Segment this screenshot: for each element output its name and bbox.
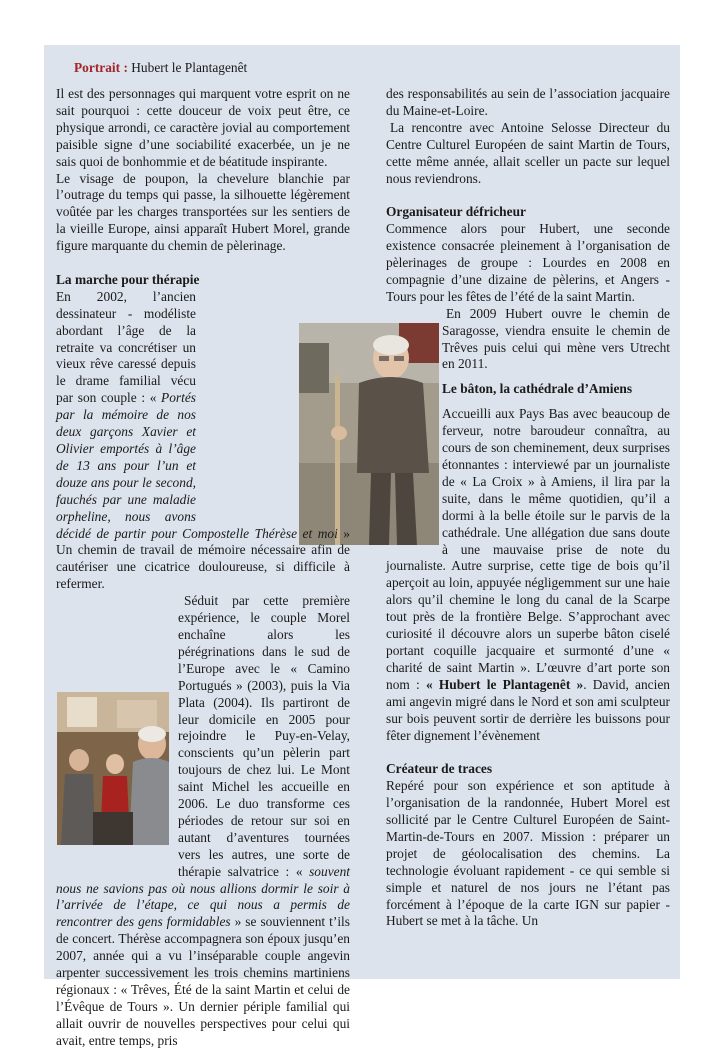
baton-p1-text: Accueilli aux Pays Bas avec beaucoup de ferveur, notre baroudeur connaîtra, au cours de son cheminement, deux surprises étonnantes : interviewé par un journaliste de « La Croix » à Amiens, il lira par la suite, dans le même quotidien, qu’il a dormi à la belle étoile sur le parvis de la cathédrale. Une allégation due sans doute à une mauvaise prise de note du journaliste. Autre surprise, cette tige de bois qu’il aperçoit au loin, appuyée négligemment sur une haie alors qu’il chemine le long du canal de la Scarpe tout près de la frontière Belge. S’approchant avec curiosité il découvre alors un superbe bâton ciselé portant coquille jacquaire et surmonté d’une « charité de saint Martin ». L’œuvre d’art porte son nom : [386,406,670,692]
orga-p2-text: En 2009 Hubert ouvre le chemin de Saragosse, viendra ensuite le chemin de Trêves puis celui qui mène vers Utrecht en 2011. [442,305,670,372]
intro-paragraph-2: Le visage de poupon, la chevelure blanchie par l’outrage du temps qui passe, la silhouette légèrement voûtée par les charges transportées sur les sentiers de la vieille Europe, ainsi apparaît Hubert Morel, grande figure marquante du chemin de pèlerinage. [56,170,350,254]
photo-wrap-spacer-right [386,323,442,546]
marche-p1-quote: Portés par la mémoire de nos deux garçons Xavier et Olivier emportés à l’âge de 13 ans pour l’un et douze ans pour le second, fauchés par une maladie orpheline, nous avons décidé de partir pour Compostelle Thérèse et moi [56,390,338,541]
continuation-paragraph-1: des responsabilités au sein de l’association jacquaire du Maine-et-Loire. [386,86,670,118]
marche-p2-start: Séduit par cette première expérience, le couple Morel enchaîne alors les pérégrinations dans le sud de l’Europe avec le « Camino Portugués » (2003), puis la Via Plata (2004). Ils partiront de leur domicile en 2005 pour rejoindre le Puy-en-Velay, conscients qu’un pèlerin part toujours de chez lui. Le Mont saint Michel les accueille en 2006. Le duo transforme ces périodes de retour sur soi en autant d’aventures tournées vers les autres, une sorte de thérapie salvatrice : « [178,593,350,879]
right-column [386,86,670,930]
marche-p1-start: En 2002, l’ancien dessinateur - modéliste abordant l’âge de la retraite va concrétiser un vieux rêve caressé depuis le drame familial vécu par son couple : « [56,288,196,406]
baton-name: « Hubert le Plantagenêt » [425,676,584,692]
left-column [56,86,350,1050]
photo-wrap-spacer [202,289,352,515]
photo2-wrap-spacer [56,711,176,869]
article-title-line [74,60,247,77]
portrait-kicker: Portrait : [74,60,128,75]
marche-p2-quote: souvent nous ne savions pas où nous allions dormir le soir à l’arrivée de l’étape, ce qui nous a permis de rencontrer des gens formidables [56,863,350,930]
section-heading-baton: Le bâton, la cathédrale d’Amiens [442,381,633,397]
marche-paragraph-1 [56,289,350,593]
orga-paragraph-1: Commence alors pour Hubert, une seconde existence consacrée pleinement à l’organisation de pèlerinages de groupe : Lourdes en 2008 en compagnie d’une dizaine de pèlerins, et Angers - Tours pour les fêtes de l’été de la saint Martin. [386,221,670,304]
continuation-paragraph-2: La rencontre avec Antoine Selosse Directeur du Centre Culturel Européen de saint Martin de Tours, cette même année, allait sceller un pacte sur lequel nous reviendrons. [386,119,670,186]
article-title: Hubert le Plantagenêt [131,60,248,75]
marche-p2-end: » se souviennent t’ils de concert. Thérèse accompagnera son époux jusqu’en 2007, année qui a vu l’inséparable couple angevin arpenter successivement les trois chemins martiniens régionaux : « Trêves, Été de la saint Martin et celui de l’Évêque de Tours ». Un dernier périple familial qui allait ouvrir de nouvelles perspectives pour celui qui avait, entre temps, pris [56,914,350,1048]
intro-paragraph-1: Il est des personnages qui marquent votre esprit on ne sait pourquoi : cette douceur de voix peut être, ce physique arrondi, ce caractère jovial au comportement paisible signe d’une sociabilité exacerbée, un je ne sais quoi de bonhommie et de béatitude inspirante. [56,86,350,169]
traces-paragraph: Repéré pour son expérience et son aptitude à l’organisation de la randonnée, Hubert Morel est sollicité par le Centre Culturel Européen de Saint-Martin-de-Tours en 2007. Mission : préparer un projet de géolocalisation des chemins. La technologie évoluant rapidement - ce qui semble si simple et naturel de nos jours ne l’étant pas forcément à l’époque de la carte IGN sur papier - Hubert se met à la tâche. Un [386,778,670,929]
section-heading-traces: Créateur de traces [386,761,493,777]
marche-p1-end: » Un chemin de travail de mémoire nécessaire afin de cautériser une cicatrice douloureuse, si difficile à refermer. [56,525,351,592]
section-heading-organisateur: Organisateur défricheur [386,204,526,220]
section-heading-marche: La marche pour thérapie [56,271,200,287]
orga-paragraph-2 [386,306,670,374]
baton-p1-end: . David, ancien ami angevin migré dans le Nord et son ami sculpteur sur bois peuvent sortir de derrière les buissons pour fêter dignement l’évènement [386,676,670,743]
marche-paragraph-2 [56,593,350,1049]
